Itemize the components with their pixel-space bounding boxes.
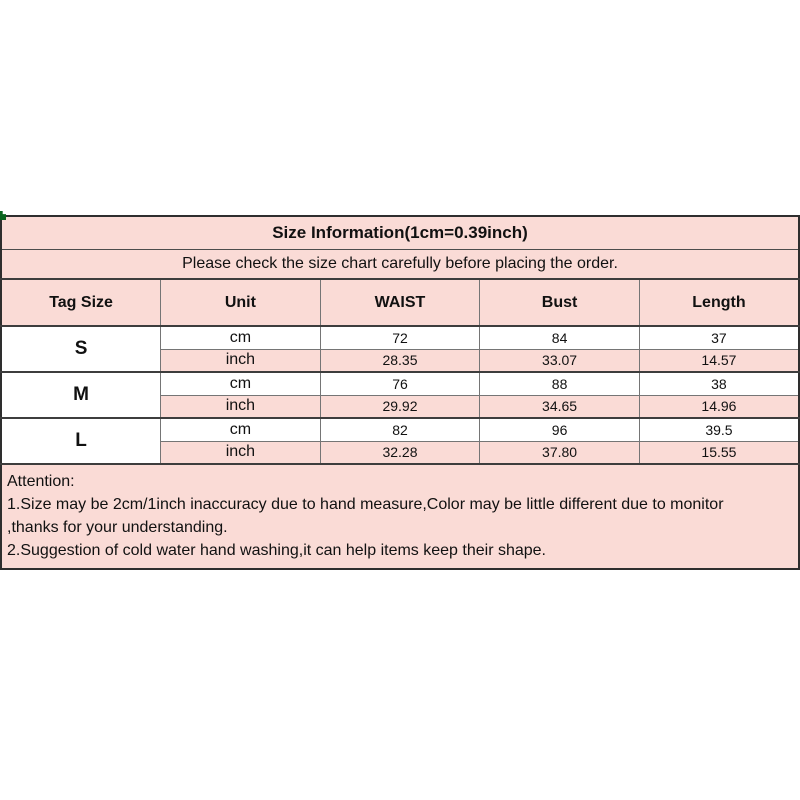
sheet-corner-marker-icon <box>0 211 6 220</box>
attention-line: 2.Suggestion of cold water hand washing,it can help items keep their shape. <box>7 542 546 559</box>
size-chart-note: Please check the size chart carefully before placing the order. <box>1 249 799 279</box>
value-cell: 32.28 <box>320 441 480 464</box>
column-header-tag-size: Tag Size <box>1 279 161 326</box>
size-chart-title: Size Information(1cm=0.39inch) <box>1 216 799 249</box>
unit-cell: cm <box>161 326 321 349</box>
value-cell: 72 <box>320 326 480 349</box>
title-row <box>1 216 799 249</box>
value-cell: 82 <box>320 418 480 441</box>
attention-line: ,thanks for your understanding. <box>7 519 228 536</box>
unit-cell: inch <box>161 395 321 418</box>
unit-cell: cm <box>161 418 321 441</box>
unit-cell: cm <box>161 372 321 395</box>
value-cell: 14.96 <box>639 395 799 418</box>
value-cell: 84 <box>480 326 640 349</box>
value-cell: 37.80 <box>480 441 640 464</box>
tag-size-cell-s: S <box>1 326 161 372</box>
value-cell: 38 <box>639 372 799 395</box>
subtitle-row <box>1 249 799 279</box>
tag-size-cell-m: M <box>1 372 161 418</box>
value-cell: 76 <box>320 372 480 395</box>
value-cell: 37 <box>639 326 799 349</box>
column-header-length: Length <box>639 279 799 326</box>
column-header-waist: WAIST <box>320 279 480 326</box>
value-cell: 14.57 <box>639 349 799 372</box>
value-cell: 15.55 <box>639 441 799 464</box>
unit-cell: inch <box>161 349 321 372</box>
value-cell: 34.65 <box>480 395 640 418</box>
attention-note <box>1 464 799 569</box>
attention-row <box>1 464 799 569</box>
attention-heading: Attention: <box>7 473 75 490</box>
value-cell: 88 <box>480 372 640 395</box>
size-s-cm-row <box>1 326 799 349</box>
column-header-row <box>1 279 799 326</box>
column-header-bust: Bust <box>480 279 640 326</box>
tag-size-cell-l: L <box>1 418 161 464</box>
attention-line: 1.Size may be 2cm/1inch inaccuracy due to hand measure,Color may be little different due to monitor <box>7 496 724 513</box>
value-cell: 39.5 <box>639 418 799 441</box>
size-l-cm-row <box>1 418 799 441</box>
value-cell: 96 <box>480 418 640 441</box>
column-header-unit: Unit <box>161 279 321 326</box>
size-m-cm-row <box>1 372 799 395</box>
value-cell: 33.07 <box>480 349 640 372</box>
size-chart-sheet <box>0 215 800 570</box>
size-chart-table <box>0 215 800 570</box>
value-cell: 28.35 <box>320 349 480 372</box>
unit-cell: inch <box>161 441 321 464</box>
value-cell: 29.92 <box>320 395 480 418</box>
